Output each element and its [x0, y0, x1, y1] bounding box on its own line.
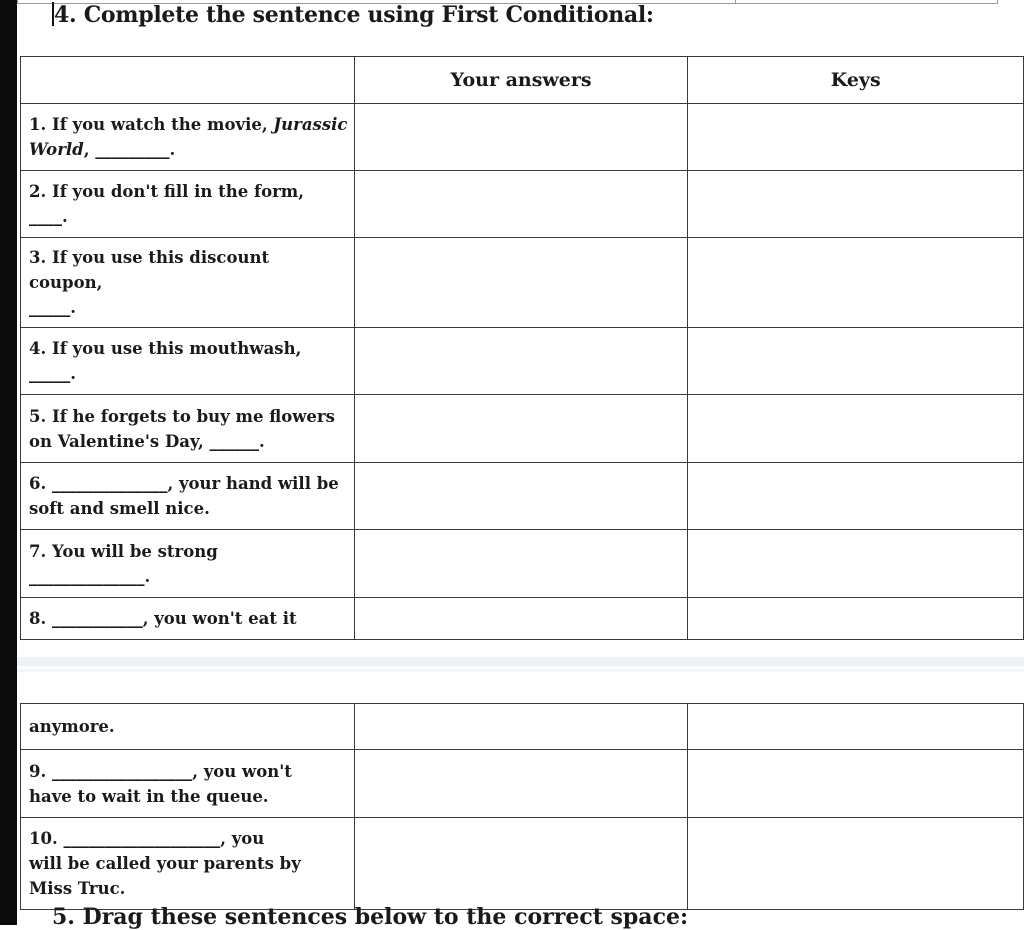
- key-cell[interactable]: [688, 104, 1024, 171]
- sentence-cell: [21, 530, 355, 598]
- sentence-line: 1. If you watch the movie, Jurassic: [29, 115, 348, 134]
- answer-table-page-1: [20, 56, 1024, 640]
- your-answer-cell[interactable]: [354, 530, 688, 598]
- sentence-cell: [21, 328, 355, 395]
- your-answer-cell[interactable]: [354, 238, 688, 328]
- table-row: [21, 171, 1024, 238]
- sentence-line: World, _________.: [29, 140, 176, 159]
- sentence-line: 8. ___________, you won't eat it: [29, 609, 297, 628]
- sentence-line: coupon,: [29, 273, 103, 292]
- table-row: [21, 750, 1024, 818]
- table-header-row: [21, 57, 1024, 104]
- sentence-line: _____.: [29, 298, 76, 317]
- key-cell[interactable]: [688, 704, 1024, 750]
- sentence-cell: [21, 238, 355, 328]
- your-answer-cell[interactable]: [354, 598, 688, 640]
- key-cell[interactable]: [688, 818, 1024, 910]
- sentence-line: 7. You will be strong: [29, 541, 218, 561]
- key-cell[interactable]: [688, 395, 1024, 463]
- sentence-line: 6. ______________, your hand will be: [29, 474, 339, 493]
- sentence-cell: [21, 395, 355, 463]
- table-body-page-1: [21, 104, 1024, 640]
- sentence-cell: [21, 171, 355, 238]
- header-sentence: [21, 57, 355, 104]
- your-answer-cell[interactable]: [354, 818, 688, 910]
- key-cell[interactable]: [688, 530, 1024, 598]
- key-cell[interactable]: [688, 750, 1024, 818]
- your-answer-cell[interactable]: [354, 463, 688, 530]
- table-row: [21, 598, 1024, 640]
- header-your-answers: Your answers: [354, 57, 688, 104]
- your-answer-cell[interactable]: [354, 750, 688, 818]
- sentence-cell: [21, 598, 355, 640]
- table-body-page-2: [21, 704, 1024, 910]
- header-keys: Keys: [688, 57, 1024, 104]
- left-edge-strip: [0, 0, 17, 925]
- sentence-line: 2. If you don't fill in the form,: [29, 182, 304, 201]
- sentence-line: Miss Truc.: [29, 879, 126, 898]
- your-answer-cell[interactable]: [354, 104, 688, 171]
- table-row: [21, 530, 1024, 598]
- sentence-line: 10. ___________________, you: [29, 829, 265, 848]
- table-row: [21, 104, 1024, 171]
- your-answer-cell[interactable]: [354, 704, 688, 750]
- page-break-band: [17, 657, 1024, 666]
- sentence-cell: [21, 818, 355, 910]
- your-answer-cell[interactable]: [354, 171, 688, 238]
- table-row: [21, 463, 1024, 530]
- sentence-line: will be called your parents by: [29, 854, 301, 873]
- key-cell[interactable]: [688, 328, 1024, 395]
- sentence-line: 9. _________________, you won't: [29, 761, 292, 781]
- your-answer-cell[interactable]: [354, 395, 688, 463]
- sentence-cell: [21, 750, 355, 818]
- sentence-cell: [21, 463, 355, 530]
- sentence-line: have to wait in the queue.: [29, 786, 269, 806]
- page-break-shadow: [17, 669, 1024, 672]
- sentence-line: 4. If you use this mouthwash,: [29, 339, 302, 358]
- sentence-cell: [21, 704, 355, 750]
- movie-title-italic: Jurassic: [273, 115, 348, 134]
- sentence-line: _____.: [29, 364, 76, 383]
- next-exercise-title: 5. Drag these sentences below to the correct space:: [52, 904, 689, 930]
- key-cell[interactable]: [688, 598, 1024, 640]
- key-cell[interactable]: [688, 171, 1024, 238]
- table-row: [21, 328, 1024, 395]
- sentence-line: anymore.: [29, 717, 115, 736]
- sentence-line: soft and smell nice.: [29, 499, 210, 518]
- sentence-line: ______________.: [29, 566, 151, 586]
- table-row: [21, 395, 1024, 463]
- sentence-cell: [21, 104, 355, 171]
- key-cell[interactable]: [688, 463, 1024, 530]
- sentence-line: ____.: [29, 207, 68, 226]
- movie-title-italic: World: [29, 140, 84, 159]
- sentence-line: on Valentine's Day, ______.: [29, 431, 265, 451]
- table-row: [21, 704, 1024, 750]
- page-break: [17, 643, 1024, 703]
- answer-table-page-2: [20, 703, 1024, 910]
- your-answer-cell[interactable]: [354, 328, 688, 395]
- table-row: [21, 238, 1024, 328]
- sentence-line: 5. If he forgets to buy me flowers: [29, 406, 335, 426]
- sentence-line: 3. If you use this discount: [29, 248, 270, 267]
- exercise-title: 4. Complete the sentence using First Conditional:: [54, 2, 654, 28]
- table-row: [21, 818, 1024, 910]
- key-cell[interactable]: [688, 238, 1024, 328]
